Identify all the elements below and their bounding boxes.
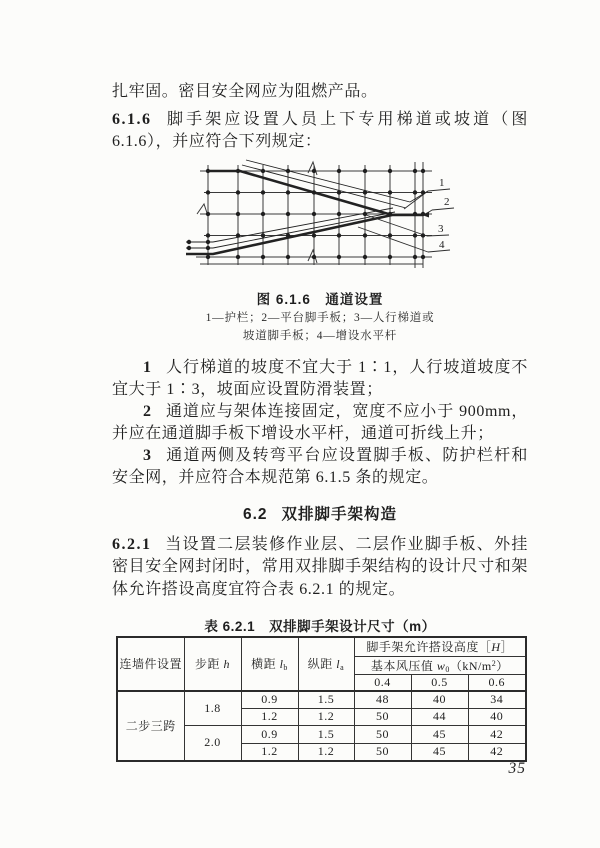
cell-h: 2.0 [184,726,241,761]
cell-lb: 1.2 [241,743,298,761]
cell-v06: 42 [468,726,526,744]
cell-v06: 40 [468,708,526,726]
figure-label-4: 4 [439,239,445,251]
intro-text: 扎牢固。密目安全网应为阻燃产品。 [112,83,378,100]
cell-v06: 42 [468,743,526,761]
header-allowed-height: 脚手架允许搭设高度［H］ [354,637,526,656]
cell-la: 1.5 [298,726,354,744]
design-dimensions-table [116,636,527,762]
cell-h: 1.8 [184,691,241,726]
cell-v04: 50 [354,743,411,761]
figure-label-2: 2 [444,196,450,208]
clause-text: 脚手架应设置人员上下专用梯道或坡道（图 6.1.6），并应符合下列规定： [112,111,528,151]
cell-la: 1.5 [298,691,354,709]
table-title: 表 6.2.1 双排脚手架设计尺寸（m） [204,619,436,634]
provision-number: 1 [143,359,152,376]
cell-v05: 44 [411,708,468,726]
provision-text: 人行梯道的坡度不宜大于 1∶1，人行坡道坡度不宜大于 1∶3，坡面应设置防滑装置； [112,359,528,399]
cell-v06: 34 [468,691,526,709]
header-wind-pressure: 基本风压值 $w_0(kN/m^2)$ [354,656,526,674]
provision-number: 2 [143,403,152,420]
provision-3 [112,445,528,490]
figure-label-3: 3 [438,223,444,235]
header-longitudinal-distance: 纵距 $l_a$ [298,637,354,691]
provision-text: 通道应与架体连接固定，宽度不应小于 900mm，并应在通道脚手板下增设水平杆，通道可折线上升； [112,403,528,443]
cell-v04: 50 [354,708,411,726]
intro-paragraph [112,81,528,103]
header-tie-setting: 连墙件设置 [117,637,184,691]
cell-lb: 0.9 [241,691,298,709]
cell-lb: 1.2 [241,708,298,726]
clause-number: 6.1.6 [112,111,152,128]
clause-6-2-1 [112,534,528,601]
header-wind-06: 0.6 [468,674,526,691]
figure-legend-line1: 1—护栏；2—平台脚手板；3—人行梯道或 [205,312,435,324]
cell-v05: 45 [411,726,468,744]
figure-caption: 图 6.1.6 通道设置 [256,292,384,307]
provision-1 [112,357,528,402]
header-transverse-distance: 横距 $l_b$ [241,637,298,691]
header-wind-04: 0.4 [354,674,411,691]
ramp-lines [186,160,423,254]
cell-la: 1.2 [298,708,354,726]
clause-number: 6.2.1 [112,536,152,553]
table-row [117,691,526,709]
clause-6-1-6 [112,109,528,154]
section-6-2-heading [112,502,528,524]
clause-text: 当设置二层装修作业层、二层作业脚手板、外挂密目安全网封闭时，常用双排脚手架结构的设计尺寸和架体允许搭设高度宜符合表 6.2.1 的规定。 [112,536,528,598]
provision-2 [112,401,528,446]
figure-caption-block [112,288,528,308]
channel-setup-figure [170,154,470,294]
cell-la: 1.2 [298,743,354,761]
figure-legend-line2: 坡道脚手板；4—增设水平杆 [242,330,398,342]
table-title-block [112,615,528,635]
cell-v04: 50 [354,726,411,744]
provision-text: 通道两侧及转弯平台应设置脚手板、防护栏杆和安全网，并应符合本规范第 6.1.5 条的规定。 [112,447,528,487]
cell-v05: 45 [411,743,468,761]
section-number: 6.2 [242,506,268,523]
cell-lb: 0.9 [241,726,298,744]
cell-v05: 40 [411,691,468,709]
figure-label-1: 1 [439,177,445,189]
figure-number-labels [438,177,450,251]
section-title: 双排脚手架构造 [281,506,398,523]
provision-number: 3 [143,447,152,464]
header-step-distance: 步距 h [184,637,241,691]
cell-v04: 48 [354,691,411,709]
header-wind-05: 0.5 [411,674,468,691]
page-number: 35 [508,760,526,777]
cell-group: 二步三跨 [117,691,184,761]
